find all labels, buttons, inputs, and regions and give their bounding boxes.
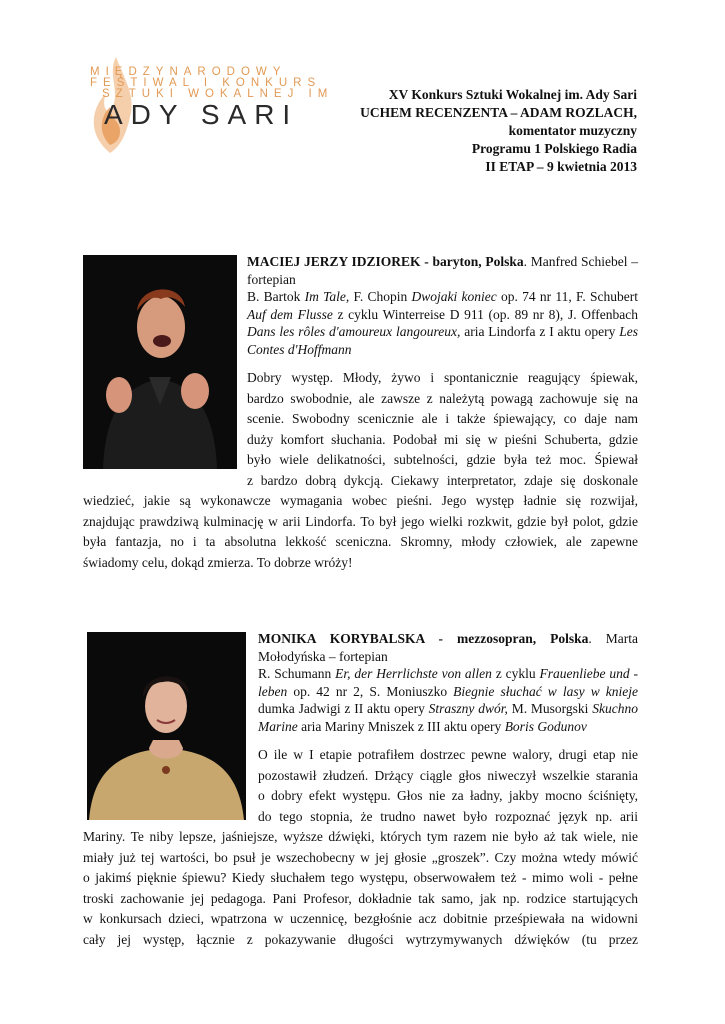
- performer-name-1: MACIEJ JERZY IDZIOREK - baryton, Polska: [247, 254, 524, 269]
- review-line: Mariny. Te niby lepsze, jaśniejsze, wyższe dźwięki, których tym razem nie było aż tak wiele, nie: [83, 829, 638, 844]
- logo-line-3: SZTUKI WOKALNEJ IM: [102, 88, 334, 100]
- program-title: Boris Godunov: [504, 718, 587, 734]
- program-title: Straszny dwór,: [428, 701, 508, 717]
- entry-2-heading: [258, 630, 638, 736]
- singer-photo-idziorek: [83, 255, 237, 469]
- program-title: Biegnie słuchać w lasy w knieje: [453, 683, 639, 699]
- festival-logo: [80, 55, 334, 155]
- review-line: wiedzieć, jakie są wykonawcze wymagania wobec pieśni. Jego występ ładnie się rozwijał,: [83, 493, 638, 508]
- program-title: Er, der Herrlichste von allen: [335, 666, 492, 682]
- header-line-2: UCHEM RECENZENTA – ADAM ROZLACH,: [360, 105, 637, 120]
- program-title: Les Contes d'Hoffmann: [247, 324, 638, 357]
- review-2-indented: [258, 745, 638, 827]
- program-title: Skuchno Marine: [258, 701, 638, 734]
- review-line: bardzo swobodnie, ale zawsze z należytą powagą zachowuje się na: [247, 390, 638, 406]
- program-title: Frauenliebe und -leben: [258, 666, 638, 699]
- review-line: miały już tej wartości, bo psuł je wszechobecny w jej głosie „groszek”. Czy można wtedy mówić: [83, 849, 638, 865]
- singer-photo-korybalska: [87, 632, 246, 820]
- header-line-3: komentator muzyczny: [508, 123, 637, 138]
- review-line: o dobry efekt występu. Głos nie za ładny, jakby mocno ściśnięty,: [258, 788, 638, 804]
- header-line-1: XV Konkurs Sztuki Wokalnej im. Ady Sari: [388, 87, 637, 102]
- review-line: w konkursach dzieci, wpatrzona w uczennicę, bezgłośnie acz dobitnie prześpiewała na widowni: [83, 911, 638, 927]
- logo-line-2: FESTIWAL I KONKURS: [90, 77, 322, 89]
- program-text: aria Lindorfa z I aktu opery: [460, 324, 620, 340]
- review-line: scenie. Swobodny scenicznie ale i także śpiewający, co daje nam: [247, 411, 638, 427]
- program-text: B. Bartok: [247, 289, 305, 305]
- document-header: [307, 86, 637, 176]
- program-text: R. Schumann: [258, 666, 336, 682]
- review-line: troski zachowanie jej pedagoga. Pani Profesor, dokładnie tak samo, jak np. rodzice startujących: [83, 890, 638, 906]
- review-line: była fantazja, no i ta absolutna lekkość sceniczna. Skromny, młody człowiek, ale zapewne: [83, 534, 638, 550]
- voice-separator: [425, 631, 589, 646]
- review-line: było wiele delikatności, subtelności, gdzie była też moc. Śpiewał: [247, 452, 638, 468]
- logo-name: ADY SARI: [104, 99, 299, 130]
- review-line: duży komfort słuchania. Podobał mi się w pieśni Schuberta, gdzie: [247, 431, 638, 447]
- review-line: o jakimś pięknie śpiewu? Kiedy słuchałem tego występu, obserwowałem też - mimo woli - pełne: [83, 870, 638, 886]
- review-line: pozostawił złudzeń. Drżący ciągle głos niweczył wszelkie starania: [258, 767, 638, 783]
- review-line: do tego stopnia, że trudno nawet było rozpoznać język np. arii: [258, 808, 638, 824]
- review-1-indented: [247, 368, 638, 492]
- portrait-image: [83, 255, 237, 469]
- header-line-4: Programu 1 Polskiego Radia: [471, 141, 637, 156]
- review-1-full: [83, 491, 638, 573]
- review-2-full: [83, 827, 638, 951]
- portrait-image: [87, 632, 246, 820]
- review-line: świadomy celu, dokąd zmierza. To dobrze wróży!: [83, 554, 353, 570]
- entry-1-heading: [247, 253, 638, 359]
- pianist-1: . Manfred Schiebel – fortepian: [247, 254, 638, 287]
- program-text: z cyklu Winterreise D 911 (op. 89 nr 8), J. Offenbach: [332, 306, 638, 322]
- header-line-5: II ETAP – 9 kwietnia 2013: [485, 159, 637, 174]
- program-title: Auf dem Flusse: [247, 306, 333, 322]
- program-title: Im Tale,: [304, 289, 350, 305]
- performer-name-2: MONIKA KORYBALSKA: [258, 631, 425, 646]
- review-line: z bardzo dobrą dykcją. Ciekawy interpretator, zdaje się doskonale: [247, 472, 638, 488]
- review-line: znajdując prawdziwą kulminację w arii Lindorfa. To był jego wielki rozkwit, gdzie był polot, gdzie: [83, 513, 638, 529]
- review-line: O ile w I etapie potrafiłem dostrzec pewne walory, drugi etap nie: [258, 747, 638, 762]
- program-text: dumka Jadwigi z II aktu opery: [258, 701, 429, 717]
- pianist-2: . Marta Mołodyńska – fortepian: [258, 631, 638, 664]
- review-line: cały jej występ, łącznie z pokazywanie długości wytrzymywanych dźwięków (tu przez: [83, 931, 638, 947]
- program-text: op. 42 nr 2, S. Moniuszko: [287, 683, 454, 699]
- program-text: M. Musorgski: [507, 701, 593, 717]
- voice-type-2: - mezzosopran, Polska: [424, 631, 589, 646]
- review-line: Dobry występ. Młody, żywo i spontanicznie reagujący śpiewak,: [247, 370, 638, 385]
- program-text: aria Mariny Mniszek z III aktu opery: [297, 718, 505, 734]
- program-title: Dans les rôles d'amoureux langoureux,: [247, 324, 461, 340]
- program-text: z cyklu: [491, 666, 540, 682]
- program-title: Dwojaki koniec: [411, 289, 497, 305]
- program-text: op. 74 nr 11, F. Schubert: [496, 289, 638, 305]
- program-text: F. Chopin: [349, 289, 412, 305]
- logo-line-1: MIĘDZYNARODOWY: [90, 66, 287, 78]
